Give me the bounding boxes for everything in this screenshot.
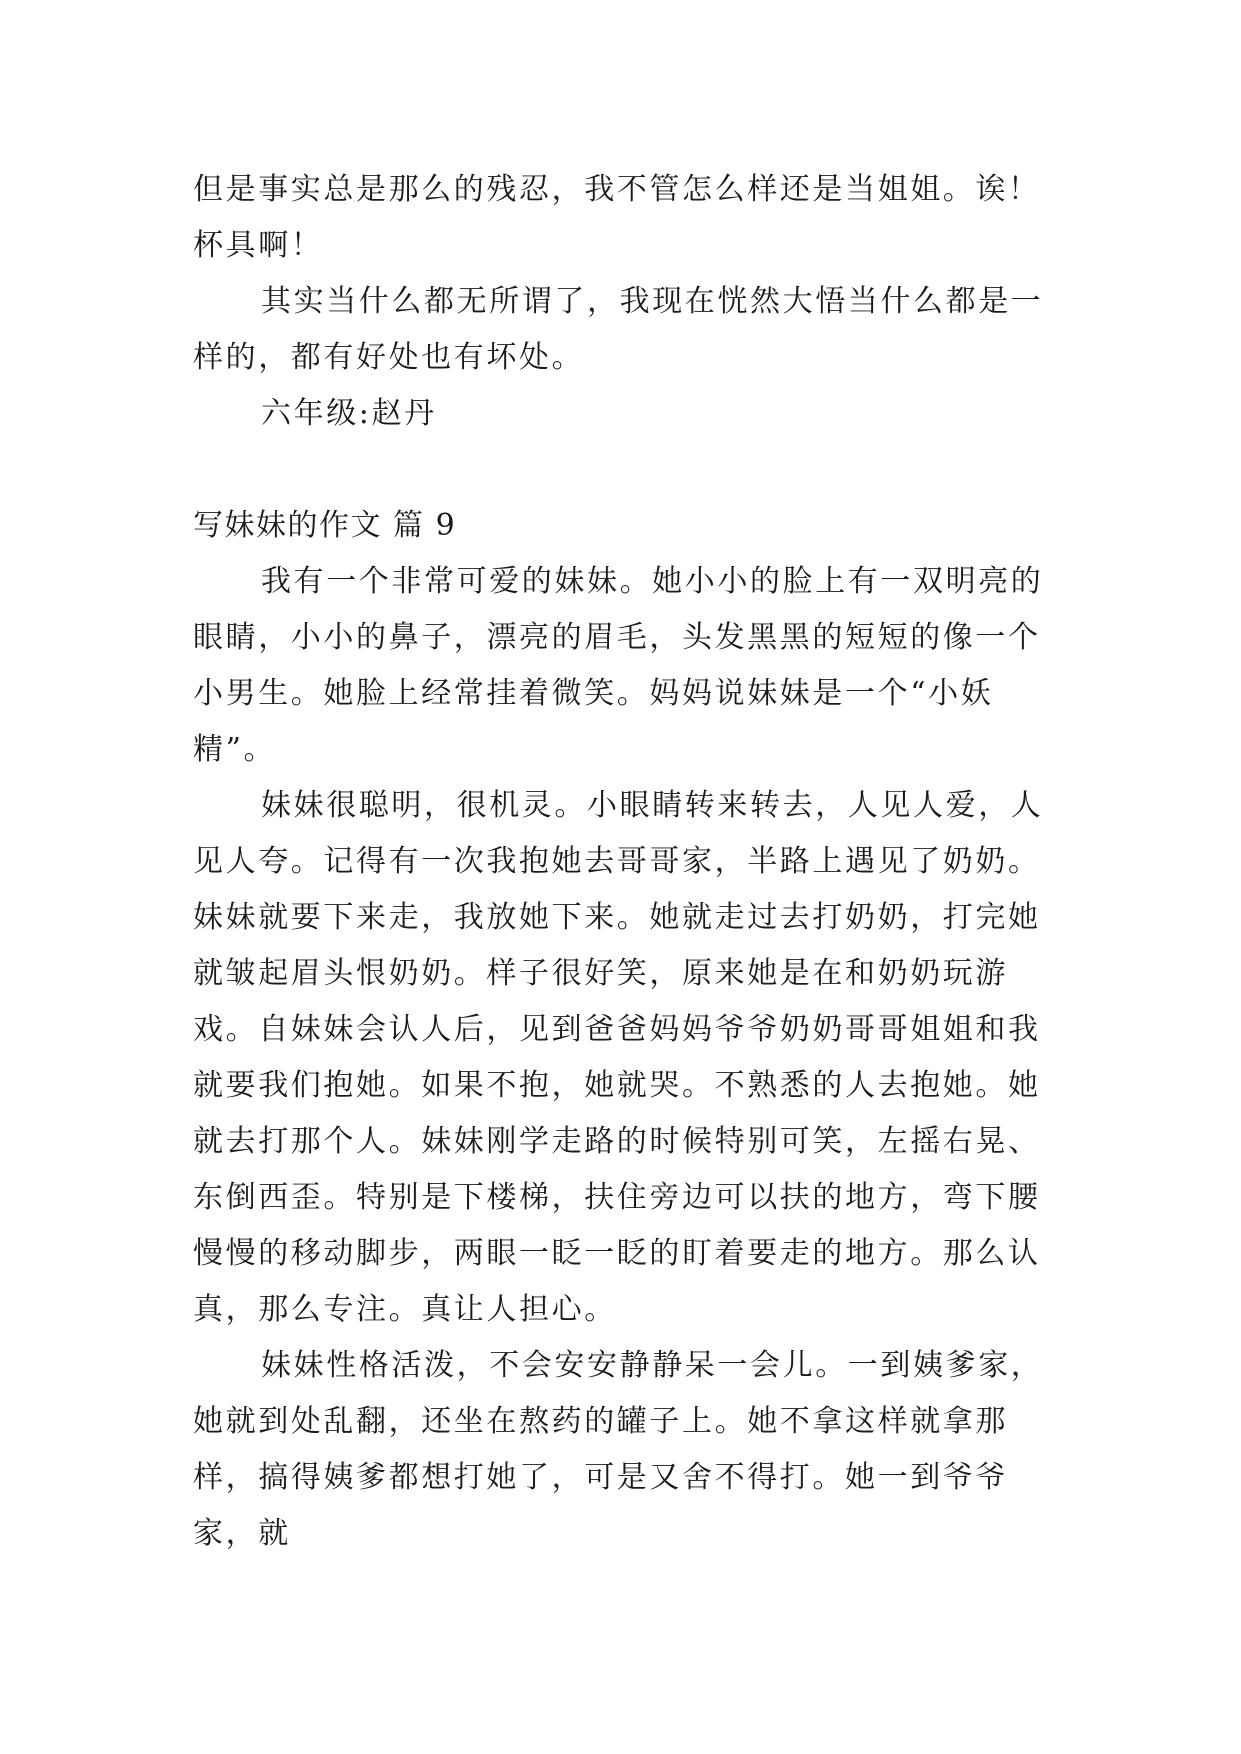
document-page <box>193 162 1065 1562</box>
body-paragraph: 妹妹很聪明，很机灵。小眼睛转来转去，人见人爱，人见人夸。记得有一次我抱她去哥哥家，半路上遇见了奶奶。妹妹就要下来走，我放她下来。她就走过去打奶奶，打完她就皱起眉头恨奶奶。样子很好笑，原来她是在和奶奶玩游戏。自妹妹会认人后，见到爸爸妈妈爷爷奶奶哥哥姐姐和我就要我们抱她。如果不抱，她就哭。不熟悉的人去抱她。她就去打那个人。妹妹刚学走路的时候特别可笑，左摇右晃、东倒西歪。特别是下楼梯，扶住旁边可以扶的地方，弯下腰慢慢的移动脚步，两眼一眨一眨的盯着要走的地方。那么认真，那么专注。真让人担心。 <box>193 788 1044 1327</box>
body-paragraph: 其实当什么都无所谓了，我现在恍然大悟当什么都是一样的，都有好处也有坏处。 <box>193 284 1044 375</box>
body-paragraph: 妹妹性格活泼，不会安安静静呆一会儿。一到姨爹家，她就到处乱翻，还坐在熬药的罐子上。她不拿这样就拿那样，搞得姨爹都想打她了，可是又舍不得打。她一到爷爷家，就 <box>193 1348 1044 1551</box>
author-signature: 六年级:赵丹 <box>261 396 437 431</box>
section-heading: 写妹妹的作文 篇 9 <box>193 508 457 543</box>
body-paragraph: 我有一个非常可爱的妹妹。她小小的脸上有一双明亮的眼睛，小小的鼻子，漂亮的眉毛，头发黑黑的短短的像一个小男生。她脸上经常挂着微笑。妈妈说妹妹是一个“小妖精”。 <box>193 564 1044 767</box>
continuation-paragraph: 但是事实总是那么的残忍，我不管怎么样还是当姐姐。诶！杯具啊！ <box>193 172 1041 263</box>
